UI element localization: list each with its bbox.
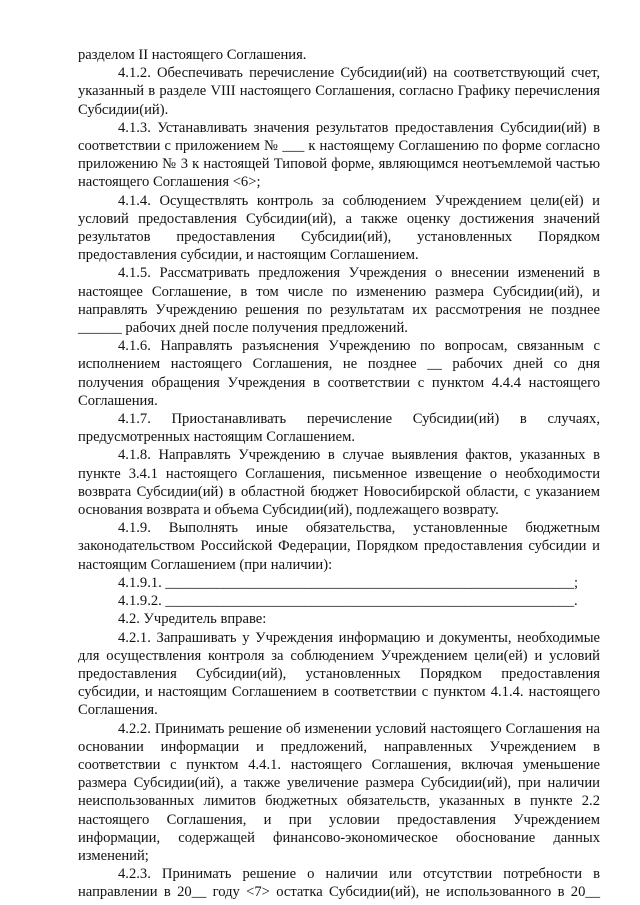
paragraph-4-1-3: 4.1.3. Устанавливать значения результатов предоставления Субсидии(ий) в соответствии с приложением № ___ к настоящему Соглашению по форме согласно приложению № 3 к настоящей Типовой форме, являющимся неотъемлемой частью настоящего Соглашения <6>; <box>78 119 604 191</box>
paragraph-4-1-6: 4.1.6. Направлять разъяснения Учреждению по вопросам, связанным с исполнением настоящего Соглашения, не позднее __ рабочих дней со дня получения обращения Учреждения в соответствии с пунктом 4.4.4 настоящего Соглашения. <box>78 338 604 409</box>
paragraph-4-1-9-1: 4.1.9.1. ________________________________________________________; <box>118 574 579 591</box>
paragraph-4-1-2: 4.1.2. Обеспечивать перечисление Субсидии(ий) на соответствующий счет, указанный в разделе VIII настоящего Соглашения, согласно Графику перечисления Субсидии(ий). <box>78 65 604 118</box>
document-page <box>78 46 604 902</box>
paragraph-4-1-9: 4.1.9. Выполнять иные обязательства, установленные бюджетным законодательством Российской Федерации, Порядком предоставления субсидии и настоящим Соглашением (при наличии): <box>78 520 604 573</box>
paragraph-4-1-9-2: 4.1.9.2. ________________________________________________________. <box>118 593 578 610</box>
paragraph-section-2-ref: разделом II настоящего Соглашения. <box>78 47 307 63</box>
paragraph-4-1-8: 4.1.8. Направлять Учреждению в случае выявления фактов, указанных в пункте 3.4.1 настоящего Соглашения, письменное извещение о необходимости возврата Субсидии(ий) в областной бюджет Новосибирской области, с указанием основания возврата и объема Субсидии(ий), подлежащего возврату. <box>78 447 604 519</box>
paragraph-4-2-1: 4.2.1. Запрашивать у Учреждения информацию и документы, необходимые для осуществления контроля за соблюдением Учреждением цели(ей) и условий предоставления Субсидии(ий), установленных Порядком предоставления субсидии, и настоящим Соглашением в соответствии с пунктом 4.1.4. настоящего Соглашения. <box>78 629 604 719</box>
paragraph-4-1-5: 4.1.5. Рассматривать предложения Учреждения о внесении изменений в настоящее Соглашение, в том числе по изменению размера Субсидии(ий), и направлять Учреждению решения по результатам их рассмотрения не позднее ______ рабочих дней после получения предложений. <box>78 265 604 337</box>
paragraph-4-2-heading: 4.2. Учредитель вправе: <box>118 611 267 628</box>
paragraph-4-2-3: 4.2.3. Принимать решение о наличии или отсутствии потребности в направлении в 20__ году <7> остатка Субсидии(ий), не использованного в 20__ <box>78 866 604 901</box>
paragraph-4-1-7: 4.1.7. Приостанавливать перечисление Субсидии(ий) в случаях, предусмотренных настоящим Соглашением. <box>78 411 604 446</box>
paragraph-4-1-4: 4.1.4. Осуществлять контроль за соблюдением Учреждением цели(ей) и условий предоставления Субсидии(ий), а также оценку достижения значений результатов предоставления Субсидии(ий), установленных Порядком предоставления субсидии, и настоящим Соглашением. <box>78 192 604 264</box>
paragraph-4-2-2: 4.2.2. Принимать решение об изменении условий настоящего Соглашения на основании информации и предложений, направленных Учреждением в соответствии с пунктом 4.4.1. настоящего Соглашения, включая уменьшение размера Субсидии(ий), а также увеличение размера Субсидии(ий), при наличии неиспользованных лимитов бюджетных обязательств, указанных в пункте 2.2 настоящего Соглашения, и при условии предоставления Учреждением информации, содержащей финансово-экономическое обоснование данных изменений; <box>78 720 604 864</box>
